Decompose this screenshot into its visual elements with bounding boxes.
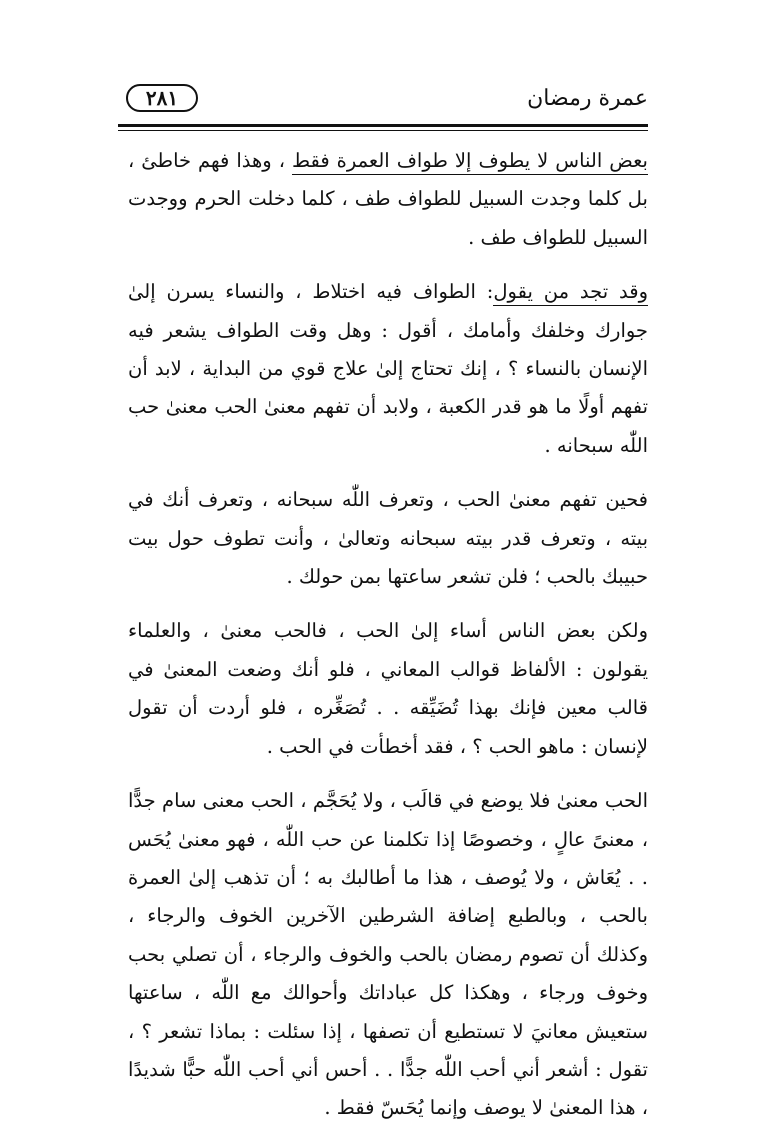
paragraph-text: ولكن بعض الناس أساء إلىٰ الحب ، فالحب معنىٰ ، والعلماء يقولون : الألفاظ قوالب المعاني ، فلو أنك وضعت المعنىٰ في قالب معين فإنك بهذا تُضَيِّقه . . تُصَغِّره ، فلو أردت أن تقول لإنسان : ماهو الحب ؟ ، فقد أخطأت في الحب . [128, 619, 648, 758]
running-title: عمرة رمضان [527, 86, 648, 111]
paragraph-text: ، وهذا فهم خاطئ ، بل كلما وجدت السبيل للطواف طف ، كلما دخلت الحرم ووجدت السبيل للطواف طف . [128, 149, 648, 249]
header-rule-thick [118, 124, 648, 127]
header-rule-thin [118, 130, 648, 131]
paragraph [128, 612, 648, 766]
page-header [118, 80, 648, 120]
paragraph-text: فحين تفهم معنىٰ الحب ، وتعرف اللّٰه سبحانه ، وتعرف أنك في بيته ، وتعرف قدر بيته سبحانه وتعالىٰ ، وأنت تطوف حول بيت حبيبك بالحب ؛ فلن تشعر ساعتها بمن حولك . [128, 488, 648, 589]
paragraph-text: : الطواف فيه اختلاط ، والنساء يسرن إلىٰ جوارك وخلفك وأمامك ، أقول : وهل وقت الطواف يشعر فيه الإنسان بالنساء ؟ ، إنك تحتاج إلىٰ علاج قوي من البداية ، لابد أن تفهم أولًا ما هو قدر الكعبة ، ولابد أن تفهم معنىٰ الحب معنىٰ حب اللّٰه سبحانه . [128, 280, 648, 457]
paragraph [128, 142, 648, 257]
paragraph-text: الحب معنىٰ فلا يوضع في قالَب ، ولا يُحَجَّم ، الحب معنى سام جدًّا ، معنىً عالٍ ، وخصوصًا إذا تكلمنا عن حب اللّٰه ، فهو معنىٰ يُحَس . . يُعَاش ، ولا يُوصف ، هذا ما أطالبك به ؛ أن تذهب إلىٰ العمرة بالحب ، وبالطبع إضافة الشرطين الآخرين الخوف والرجاء ، وكذلك أن تصوم رمضان بالحب والخوف والرجاء ، أن تصلي بحب وخوف ورجاء ، وهكذا كل عباداتك وأحوالك مع اللّٰه ، ساعتها ستعيش معانيَ لا تستطيع أن تصفها ، إذا سئلت : بماذا تشعر ؟ ، تقول : أشعر أني أحب اللّٰه جدًّا . . أحس أني أحب اللّٰه حبًّا شديدًا ، هذا المعنىٰ لا يوصف وإنما يُحَسّ فقط . [128, 789, 648, 1120]
page-number-badge: ٢٨١ [126, 84, 198, 112]
paragraph [128, 481, 648, 596]
underlined-phrase: بعض الناس لا يطوف إلا طواف العمرة فقط [292, 149, 648, 175]
paragraph [128, 273, 648, 465]
body-text [128, 142, 648, 1144]
underlined-phrase: وقد تجد من يقول [493, 280, 648, 306]
paragraph [128, 782, 648, 1128]
